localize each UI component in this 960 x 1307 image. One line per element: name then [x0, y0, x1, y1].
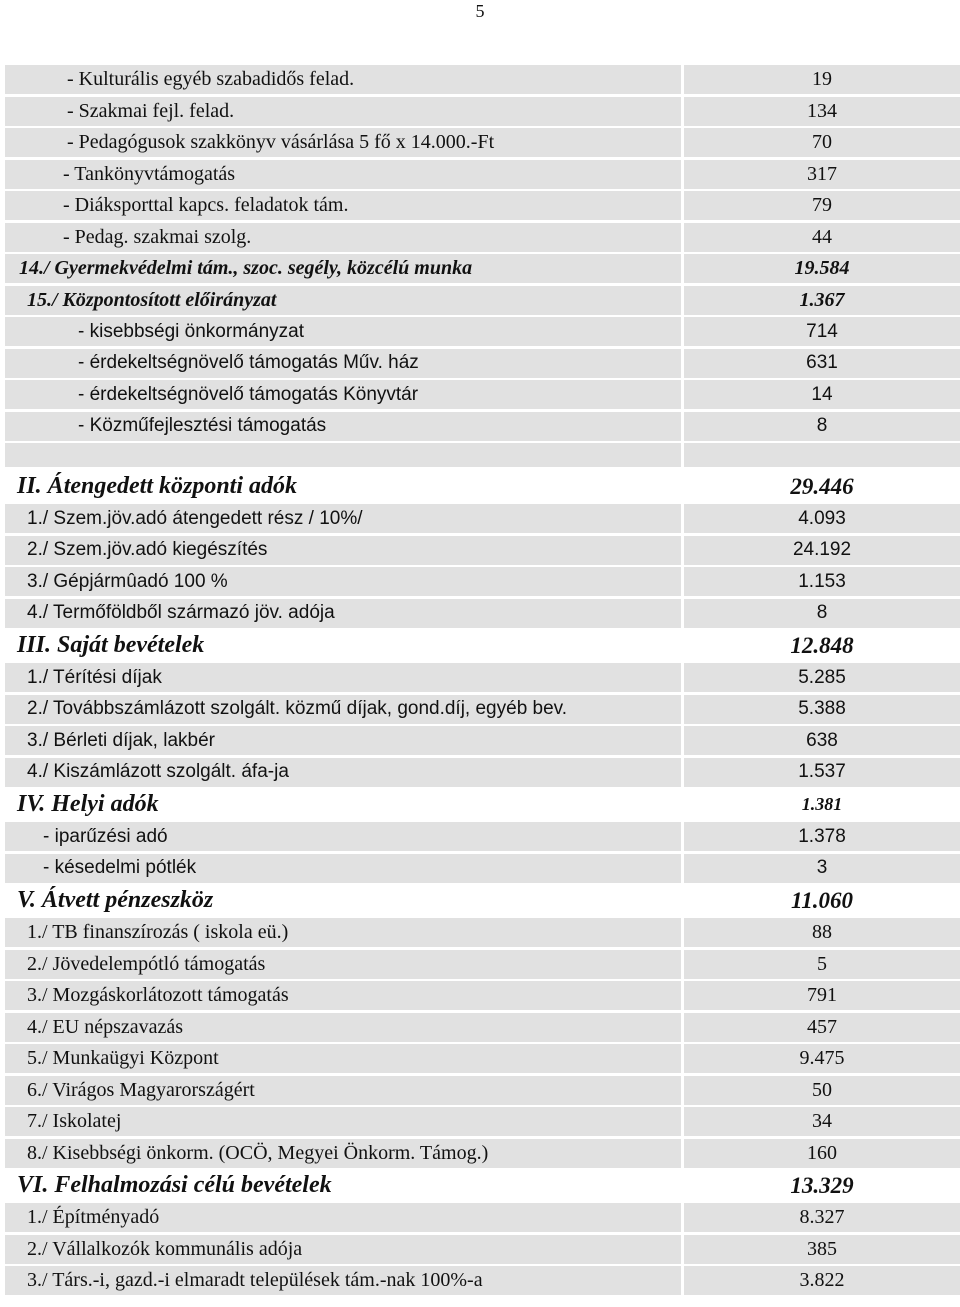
table-row: [5, 599, 960, 631]
row-value: 24.192: [684, 536, 960, 565]
row-label: 2./ Vállalkozók kommunális adója: [5, 1235, 681, 1264]
row-label: - Diáksporttal kapcs. feladatok tám.: [5, 191, 681, 220]
row-value: 19: [684, 65, 960, 94]
row-label: - iparűzési adó: [5, 822, 681, 851]
row-label: 5./ Munkaügyi Központ: [5, 1044, 681, 1073]
row-value: 631: [684, 349, 960, 378]
row-label: - Pedag. szakmai szolg.: [5, 223, 681, 252]
table-row: [5, 950, 960, 982]
row-label: 4./ Kiszámlázott szolgált. áfa-ja: [5, 758, 681, 787]
budget-table: [5, 65, 960, 1298]
row-label: 1./ Építményadó: [5, 1203, 681, 1232]
row-label: 1./ Szem.jöv.adó átengedett rész / 10%/: [5, 504, 681, 533]
table-row: [5, 191, 960, 223]
row-value: 1.378: [684, 822, 960, 851]
row-value: 79: [684, 191, 960, 220]
section-total: 11.060: [684, 885, 960, 916]
row-value: 160: [684, 1139, 960, 1168]
row-value: 44: [684, 223, 960, 252]
section-title: III. Saját bevételek: [5, 630, 681, 661]
row-value: 1.367: [684, 286, 960, 315]
row-value: 385: [684, 1235, 960, 1264]
row-label: 2./ Jövedelempótló támogatás: [5, 950, 681, 979]
row-value: 1.153: [684, 567, 960, 596]
section-header: [5, 789, 960, 822]
table-row: [5, 536, 960, 568]
row-label: 8./ Kisebbségi önkorm. (OCÖ, Megyei Önkorm. Támog.): [5, 1139, 681, 1168]
table-row: [5, 567, 960, 599]
table-row: [5, 695, 960, 727]
row-value: 714: [684, 317, 960, 346]
row-label: - kisebbségi önkormányzat: [5, 317, 681, 346]
row-label: 3./ Mozgáskorlátozott támogatás: [5, 981, 681, 1010]
row-label: 1./ Térítési díjak: [5, 663, 681, 692]
row-value: 5.285: [684, 663, 960, 692]
section-title: VI. Felhalmozási célú bevételek: [5, 1170, 681, 1201]
row-label: - Pedagógusok szakkönyv vásárlása 5 fő x 14.000.-Ft: [5, 128, 681, 157]
section-total: 12.848: [684, 630, 960, 661]
table-row: [5, 758, 960, 790]
section-header: [5, 1170, 960, 1203]
row-label: - Tankönyvtámogatás: [5, 160, 681, 189]
row-value: [684, 443, 960, 467]
table-row: [5, 254, 960, 286]
table-row: [5, 349, 960, 381]
row-label: - érdekeltségnövelő támogatás Műv. ház: [5, 349, 681, 378]
row-value: 1.537: [684, 758, 960, 787]
section-header: [5, 885, 960, 918]
table-row: [5, 1107, 960, 1139]
row-value: 791: [684, 981, 960, 1010]
table-row: [5, 822, 960, 854]
row-label: 14./ Gyermekvédelmi tám., szoc. segély, közcélú munka: [5, 254, 681, 283]
row-value: 8.327: [684, 1203, 960, 1232]
row-value: 34: [684, 1107, 960, 1136]
table-row: [5, 726, 960, 758]
row-value: 8: [684, 412, 960, 441]
row-label: 4./ Termőföldből származó jöv. adója: [5, 599, 681, 628]
row-label: 3./ Bérleti díjak, lakbér: [5, 726, 681, 755]
section-header: [5, 630, 960, 663]
table-row-empty: [5, 443, 960, 471]
row-label: - érdekeltségnövelő támogatás Könyvtár: [5, 380, 681, 409]
row-value: 638: [684, 726, 960, 755]
section-title: II. Átengedett központi adók: [5, 471, 681, 502]
row-value: 3: [684, 854, 960, 883]
row-value: 457: [684, 1013, 960, 1042]
table-row: [5, 160, 960, 192]
section-header: [5, 471, 960, 504]
table-row: [5, 1076, 960, 1108]
table-row: [5, 1044, 960, 1076]
table-row: [5, 981, 960, 1013]
row-label: - Szakmai fejl. felad.: [5, 97, 681, 126]
row-label: 1./ TB finanszírozás ( iskola eü.): [5, 918, 681, 947]
section-total: 29.446: [684, 471, 960, 502]
table-row: [5, 1139, 960, 1171]
table-row: [5, 918, 960, 950]
row-value: 19.584: [684, 254, 960, 283]
row-label: - Közműfejlesztési támogatás: [5, 412, 681, 441]
section-total: 13.329: [684, 1170, 960, 1201]
table-row: [5, 1266, 960, 1298]
row-value: 134: [684, 97, 960, 126]
row-label: [5, 443, 681, 467]
row-label: 2./ Továbbszámlázott szolgált. közmű díjak, gond.díj, egyéb bev.: [5, 695, 681, 724]
table-row: [5, 97, 960, 129]
table-row: [5, 1235, 960, 1267]
section-title: IV. Helyi adók: [5, 789, 681, 820]
row-label: 4./ EU népszavazás: [5, 1013, 681, 1042]
row-label: - Kulturális egyéb szabadidős felad.: [5, 65, 681, 94]
table-row: [5, 317, 960, 349]
row-label: 6./ Virágos Magyarországért: [5, 1076, 681, 1105]
row-label: - késedelmi pótlék: [5, 854, 681, 883]
table-row: [5, 412, 960, 444]
section-total: 1.381: [684, 789, 960, 820]
section-title: V. Átvett pénzeszköz: [5, 885, 681, 916]
table-row: [5, 1203, 960, 1235]
table-row: [5, 1013, 960, 1045]
table-row: [5, 223, 960, 255]
table-row: [5, 65, 960, 97]
row-value: 317: [684, 160, 960, 189]
row-value: 8: [684, 599, 960, 628]
table-row: [5, 663, 960, 695]
table-row: [5, 380, 960, 412]
row-label: 7./ Iskolatej: [5, 1107, 681, 1136]
page-number: 5: [475, 1, 485, 21]
row-value: 14: [684, 380, 960, 409]
row-value: 3.822: [684, 1266, 960, 1295]
row-value: 50: [684, 1076, 960, 1105]
row-value: 9.475: [684, 1044, 960, 1073]
row-value: 4.093: [684, 504, 960, 533]
row-label: 2./ Szem.jöv.adó kiegészítés: [5, 536, 681, 565]
row-value: 88: [684, 918, 960, 947]
row-value: 5: [684, 950, 960, 979]
table-row: [5, 128, 960, 160]
row-label: 3./ Társ.-i, gazd.-i elmaradt települések tám.-nak 100%-a: [5, 1266, 681, 1295]
row-value: 70: [684, 128, 960, 157]
table-row: [5, 504, 960, 536]
row-value: 5.388: [684, 695, 960, 724]
row-label: 15./ Központosított előirányzat: [5, 286, 681, 315]
table-row: [5, 854, 960, 886]
table-row: [5, 286, 960, 318]
row-label: 3./ Gépjármûadó 100 %: [5, 567, 681, 596]
